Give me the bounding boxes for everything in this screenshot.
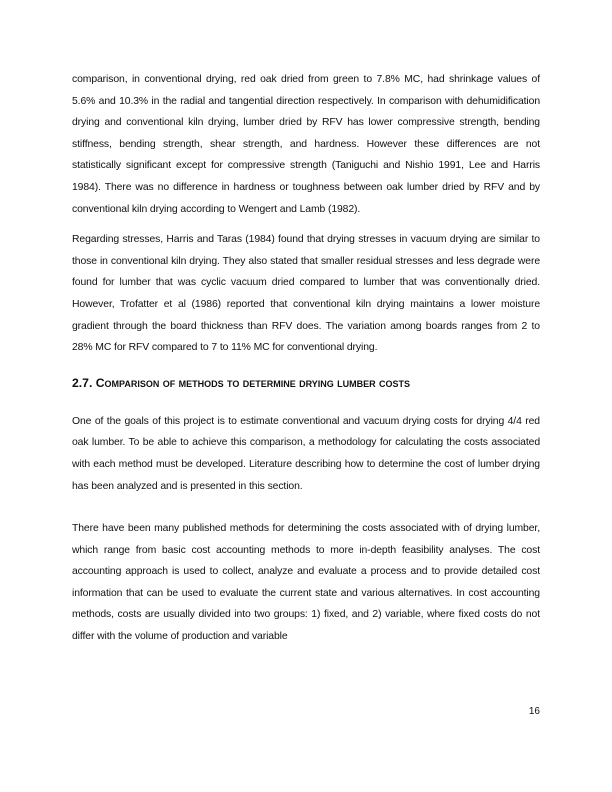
body-paragraph: There have been many published methods for determining the costs associated with of drying lumber, which range from basic cost accounting methods to more in-depth feasibility analyses. The cost accounting approach is used to collect, analyze and evaluate a process and to provide detailed cost information that can be used to evaluate the current state and various alternatives. In cost accounting methods, costs are usually divided into two groups: 1) fixed, and 2) variable, where fixed costs do not differ with the volume of production and variable (72, 523, 540, 643)
body-paragraph: Regarding stresses, Harris and Taras (1984) found that drying stresses in vacuum drying are similar to those in conventional kiln drying. They also stated that smaller residual stresses and less degrade were found for lumber that was cyclic vacuum dried compared to lumber that was conventionally dried. However, Trofatter et al (1986) reported that conventional kiln drying maintains a lower moisture gradient through the board thickness than RFV does. The variation among boards ranges from 2 to 28% MC for RFV compared to 7 to 11% MC for conventional drying. (72, 234, 540, 354)
section-heading: 2.7. Comparison of methods to determine drying lumber costs (72, 375, 411, 390)
body-paragraph: One of the goals of this project is to estimate conventional and vacuum drying costs for drying 4/4 red oak lumber. To be able to achieve this comparison, a methodology for calculating the costs associated with each method must be developed. Literature describing how to determine the cost of lumber drying has been analyzed and is presented in this section. (72, 415, 540, 492)
body-paragraph: comparison, in conventional drying, red oak dried from green to 7.8% MC, had shrinkage values of 5.6% and 10.3% in the radial and tangential direction respectively. In comparison with dehumidification drying and conventional kiln drying, lumber dried by RFV has lower compressive strength, bending stiffness, bending strength, shear strength, and hardness. However these differences are not statistically significant except for compressive strength (Taniguchi and Nishio 1991, Lee and Harris 1984). There was no difference in hardness or toughness between oak lumber dried by RFV and by conventional kiln drying according to Wengert and Lamb (1982). (72, 74, 540, 215)
page-number: 16 (528, 706, 540, 717)
page-body (72, 69, 540, 648)
